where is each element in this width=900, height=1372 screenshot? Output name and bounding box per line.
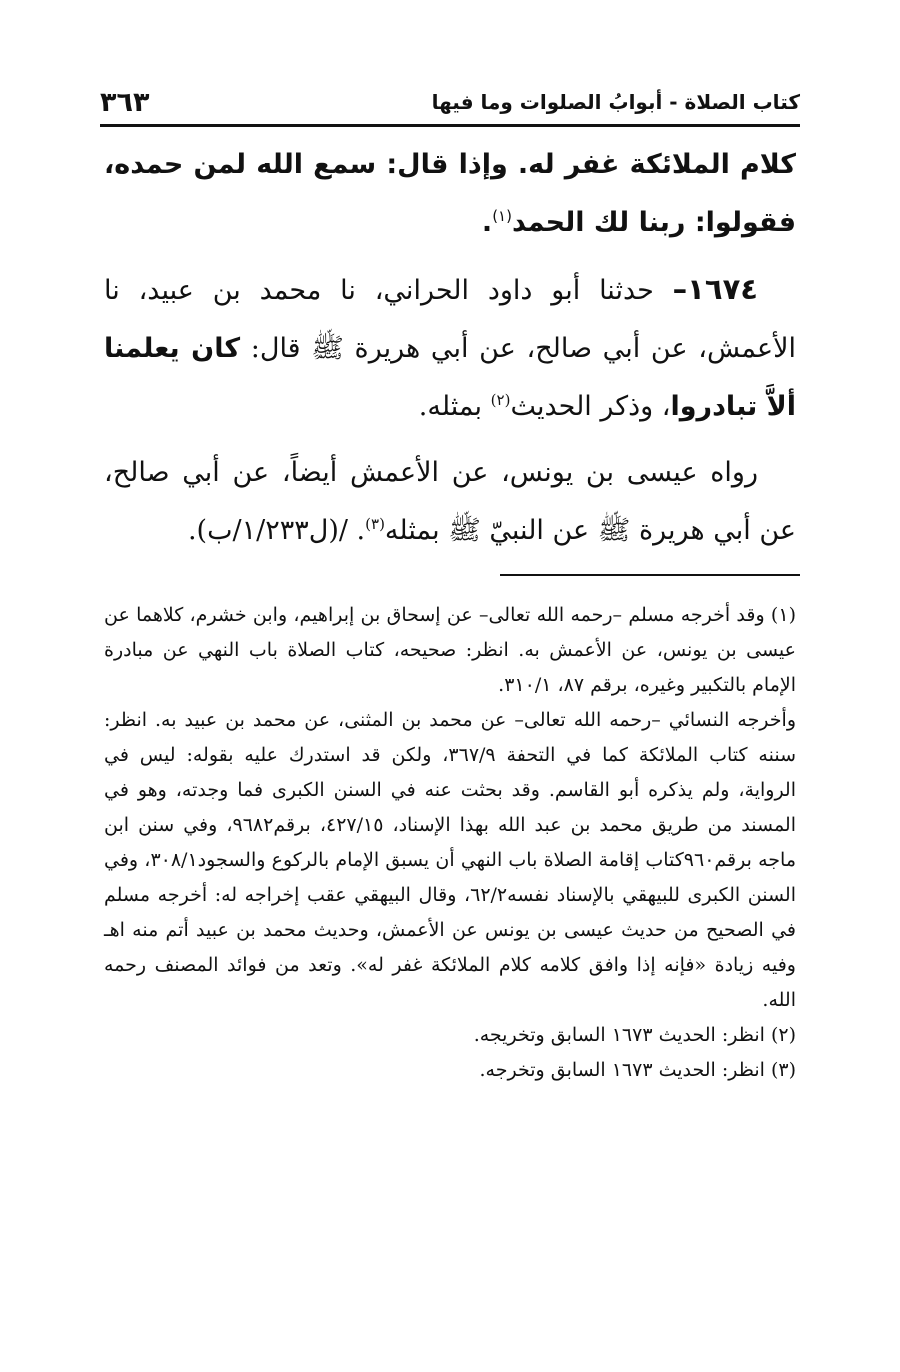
hadith-continuation: ، وذكر الحديث	[510, 391, 671, 422]
paragraph-continuation	[104, 136, 796, 252]
hadith-dash: –	[672, 272, 688, 306]
footnote-3: (٣) انظر: الحديث ١٦٧٣ السابق وتخرجه.	[479, 1059, 796, 1081]
footnote-1-continued: وأخرجه النسائي –رحمه الله تعالى– عن محمد بن المثنى، عن محمد بن عبيد به. انظر: سننه كتاب الملائكة كما في التحفة ٣٦٧/٩، ولكن قد استدرك عليه بقوله: ليس في الرواية، ولم يذكره أبو القاسم. وقد بحثت عنه في السنن الكبرى فما وجدته، وهو في المسند من طريق محمد بن عبد الله بهذا الإسناد، ٤٢٧/١٥، برقم٩٦٨٢، وفي سنن ابن ماجه برقم٩٦٠كتاب إقامة الصلاة باب النهي أن يسبق الإمام بالركوع والسجود٣٠٨/١، وفي السنن الكبرى للبيهقي بالإسناد نفسه٦٢/٢، وقال البيهقي عقب إخراجه له: أخرجه مسلم في الصحيح من حديث عيسى بن يونس عن الأعمش، وحديث محمد بن عبيد أتم منه اهـ وفيه زيادة «فإنه إذا وافق كلامه كلام الملائكة غفر له». وتعد من فوائد المصنف رحمه الله.	[104, 709, 796, 1011]
header-rule	[100, 124, 800, 127]
page-number: ٣٦٣	[100, 86, 150, 118]
hadith-chain: حدثنا أبو داود الحراني، نا محمد بن عبيد، نا الأعمش، عن أبي صالح، عن أبي هريرة ﷺ قال:	[104, 275, 796, 364]
paragraph-text: كلام الملائكة غفر له. وإذا قال: سمع الله لمن حمده، فقولوا: ربنا لك الحمد	[104, 149, 796, 238]
main-text	[104, 136, 796, 560]
hadith-end: بمثله.	[418, 391, 483, 422]
paragraph-end: .	[481, 207, 493, 238]
hadith-matn: كان يعلمنا ألاَّ تبادروا	[104, 333, 796, 422]
manuscript-ref: . /(ل١/٢٣٣/ب).	[187, 515, 366, 546]
hadith-number: ١٦٧٤	[687, 272, 758, 306]
footnote-ref-1[interactable]: (١)	[492, 207, 512, 225]
running-header	[100, 82, 800, 122]
hadith-paragraph	[104, 260, 796, 436]
header-title: كتاب الصلاة - أبوابُ الصلوات وما فيها	[431, 90, 800, 114]
footnotes	[104, 598, 796, 1088]
narration-text: رواه عيسى بن يونس، عن الأعمش أيضاً، عن أبي صالح، عن أبي هريرة ﷺ عن النبيّ ﷺ بمثله	[104, 457, 796, 546]
footnote-ref-2[interactable]: (٢)	[490, 391, 511, 409]
footnote-separator	[500, 574, 800, 576]
narration-paragraph	[104, 444, 796, 560]
footnote-1: (١) وقد أخرجه مسلم –رحمه الله تعالى– عن إسحاق بن إبراهيم، وابن خشرم، كلاهما عن عيسى بن يونس، عن الأعمش به. انظر: صحيحه، كتاب الصلاة باب النهي عن مبادرة الإمام بالتكبير وغيره، برقم ٨٧، ٣١٠/١.	[104, 604, 796, 696]
footnote-2: (٢) انظر: الحديث ١٦٧٣ السابق وتخريجه.	[473, 1024, 796, 1046]
footnote-ref-3[interactable]: (٣)	[365, 515, 385, 533]
